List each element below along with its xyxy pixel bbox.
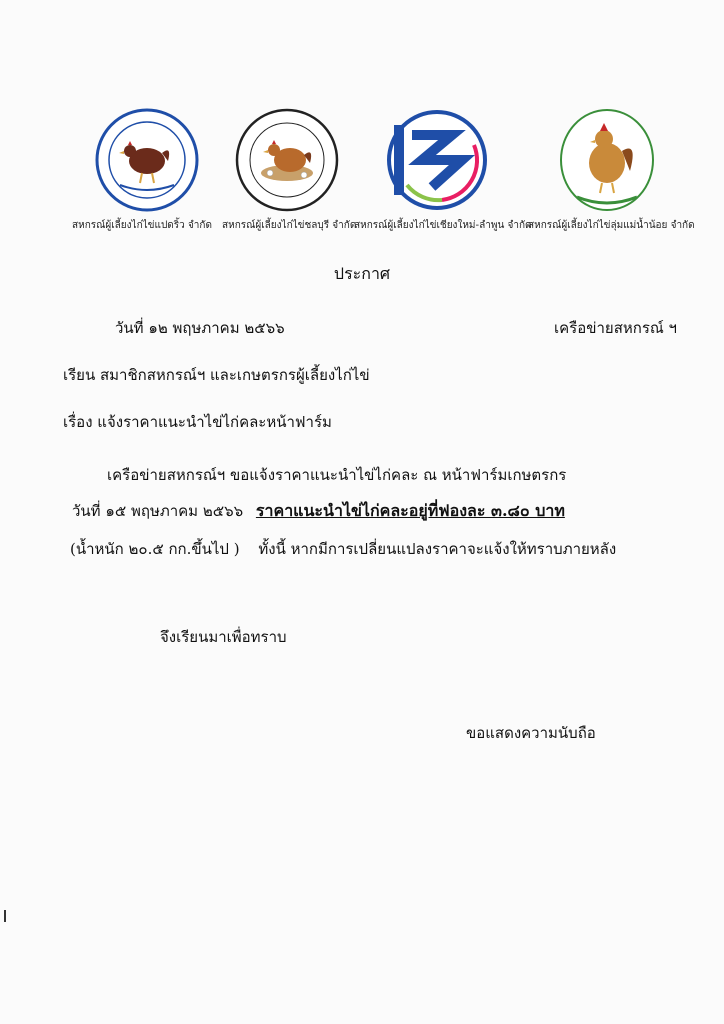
document-issuer: เครือข่ายสหกรณ์ ฯ	[554, 319, 677, 337]
cooperative-logo-maenamnoi	[552, 105, 662, 215]
weight-note: (น้ำหนัก ๒๐.๕ กก.ขึ้นไป )	[70, 540, 240, 558]
scan-mark	[4, 910, 6, 922]
body-line-3	[70, 537, 616, 561]
closing-line: จึงเรียนมาเพื่อทราบ	[160, 628, 287, 646]
price-highlight: ราคาแนะนำไข่ไก่คละอยู่ที่ฟองละ ๓.๘๐ บาท	[255, 501, 565, 520]
body-line-2	[72, 499, 565, 524]
cooperative-logo-chiangmai	[382, 105, 492, 215]
body-line-2-date: วันที่ ๑๕ พฤษภาคม ๒๕๖๖	[72, 502, 244, 520]
rooster-logo-icon	[552, 105, 662, 215]
recipient-line: เรียน สมาชิกสหกรณ์ฯ และเกษตรกรผู้เลี้ยงไก่ไข่	[63, 366, 370, 384]
logo-caption-chiangmai: สหกรณ์ผู้เลี้ยงไก่ไข่เชียงใหม่-ลำพูน จำกัด	[354, 220, 532, 231]
blue-s-logo-icon	[382, 105, 492, 215]
subject-line: เรื่อง แจ้งราคาแนะนำไข่ไก่คละหน้าฟาร์ม	[63, 413, 332, 431]
logo-caption-paetriu: สหกรณ์ผู้เลี้ยงไก่ไข่แปดริ้ว จำกัด	[72, 220, 212, 231]
hen-nest-logo-icon	[232, 105, 342, 215]
cooperative-logo-paetriu	[92, 105, 202, 215]
body-line-1: เครือข่ายสหกรณ์ฯ ขอแจ้งราคาแนะนำไข่ไก่คละ ณ หน้าฟาร์มเกษตรกร	[107, 466, 567, 484]
chicken-logo-1-icon	[92, 105, 202, 215]
signoff-line: ขอแสดงความนับถือ	[466, 724, 596, 742]
change-note: ทั้งนี้ หากมีการเปลี่ยนแปลงราคาจะแจ้งให้ทราบภายหลัง	[258, 540, 617, 558]
logo-caption-chonburi: สหกรณ์ผู้เลี้ยงไก่ไข่ชลบุรี จำกัด	[222, 220, 357, 231]
cooperative-logo-chonburi	[232, 105, 342, 215]
logo-caption-maenamnoi: สหกรณ์ผู้เลี้ยงไก่ไข่ลุ่มแม่น้ำน้อย จำกัด	[528, 220, 695, 231]
document-title: ประกาศ	[333, 264, 391, 283]
document-date: วันที่ ๑๒ พฤษภาคม ๒๕๖๖	[115, 319, 285, 337]
